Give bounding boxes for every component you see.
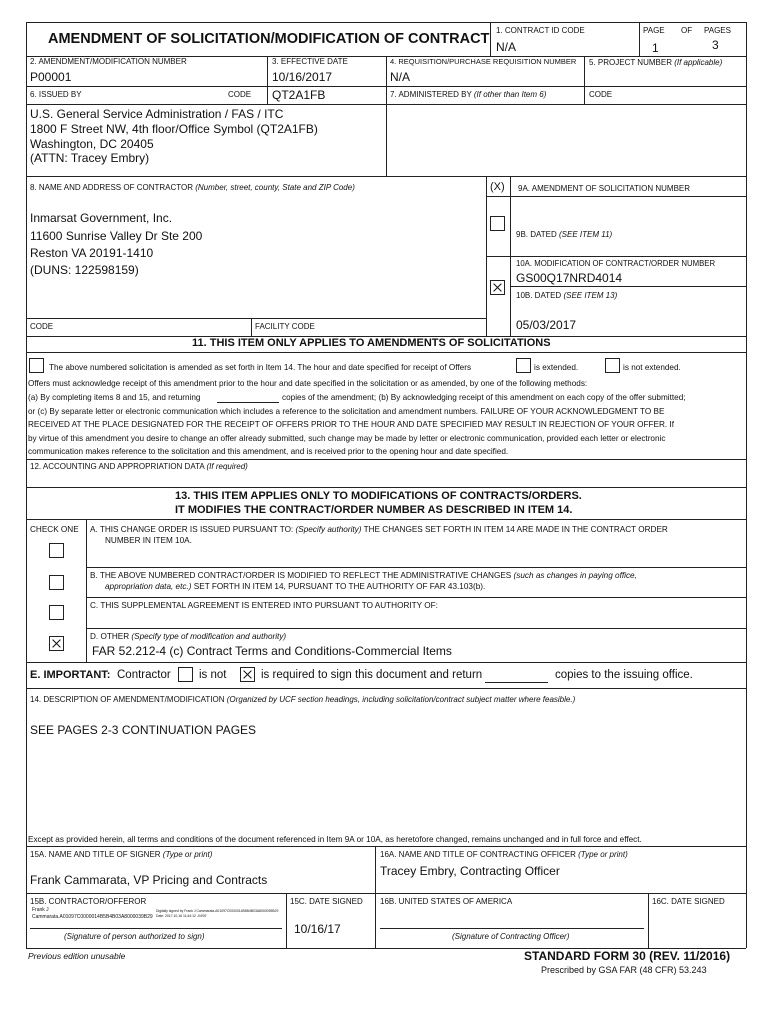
item13-c-text: C. THIS SUPPLEMENTAL AGREEMENT IS ENTERED INTO PURSUANT TO AUTHORITY OF:: [90, 601, 438, 610]
check-one-label: CHECK ONE: [30, 525, 79, 534]
issuer-line-1: U.S. General Service Administration / FAS / ITC: [30, 107, 284, 121]
issuer-line-4: (ATTN: Tracey Embry): [30, 151, 150, 165]
item11-para-4: RECEIVED AT THE PLACE DESIGNATED FOR THE RECEIPT OF OFFERS PRIOR TO THE HOUR AND DATE SPECIFIED MAY RESULT IN REJECTION OF YOUR OFFER. If: [28, 420, 675, 429]
dated-10b-label: 10B. DATED (SEE ITEM 13): [516, 291, 618, 300]
mod-10a-value: GS00Q17NRD4014: [516, 271, 623, 285]
checkbox-10[interactable]: [490, 280, 505, 295]
contractor-15b-label: 15B. CONTRACTOR/OFFEROR: [30, 897, 147, 906]
item11-para-5: by virtue of this amendment you desire to change an offer already submitted, such change may be made by letter or electronic communication, provided each letter or electronic: [28, 434, 666, 443]
checkbox-13d[interactable]: [49, 636, 64, 651]
accounting-label: 12. ACCOUNTING AND APPROPRIATION DATA (If required): [30, 462, 248, 471]
contractor-line-2: 11600 Sunrise Valley Dr Ste 200: [30, 229, 203, 243]
issuer-line-3: Washington, DC 20405: [30, 137, 154, 151]
pages-value: 3: [712, 38, 719, 52]
form-title: AMENDMENT OF SOLICITATION/MODIFICATION OF CONTRACT: [48, 31, 490, 47]
prescribed-by: Prescribed by GSA FAR (48 CFR) 53.243: [541, 965, 707, 975]
item13-d-value: FAR 52.212-4 (c) Contract Terms and Conditions-Commercial Items: [92, 644, 452, 658]
checkbox-13a[interactable]: [49, 543, 64, 558]
contract-id-value: N/A: [496, 40, 517, 54]
contractor-line-3: Reston VA 20191-1410: [30, 246, 154, 260]
date-16c-label: 16C. DATE SIGNED: [652, 897, 725, 906]
item13-d-text: D. OTHER (Specify type of modification and authority): [90, 632, 287, 641]
effective-date-label: 3. EFFECTIVE DATE: [272, 57, 348, 66]
item13-b-text: B. THE ABOVE NUMBERED CONTRACT/ORDER IS MODIFIED TO REFLECT THE ADMINISTRATIVE CHANGES (such as changes in paying office,: [90, 571, 637, 580]
contractor-line-1: Inmarsat Government, Inc.: [30, 211, 173, 225]
important-label: E. IMPORTANT:: [30, 669, 111, 681]
item14-label: 14. DESCRIPTION OF AMENDMENT/MODIFICATION (Organized by UCF section headings, including solicitation/contract subject matter where feasible.): [30, 695, 576, 704]
facility-code-label: FACILITY CODE: [255, 322, 315, 331]
checkbox-is-required[interactable]: [240, 667, 255, 682]
amend-number-value: P00001: [30, 70, 72, 84]
item11-para-3: or (c) By separate letter or electronic communication which includes a reference to the solicitation and amendment numbers. FAILURE OF YOUR ACKNOWLEDGMENT TO BE: [28, 407, 665, 416]
checkbox-not-extended[interactable]: [605, 358, 620, 373]
sig-person-caption: (Signature of person authorized to sign): [64, 932, 205, 941]
contractor-code-label: CODE: [30, 322, 54, 331]
checkbox-9[interactable]: [490, 216, 505, 231]
signer-15a-label: 15A. NAME AND TITLE OF SIGNER (Type or print): [30, 850, 213, 859]
sig-officer-caption: (Signature of Contracting Officer): [452, 932, 570, 941]
officer-16a-value: Tracey Embry, Contracting Officer: [380, 864, 560, 878]
item11-line1: The above numbered solicitation is amended as set forth in Item 14. The hour and date specified for receipt of Offers: [49, 363, 472, 372]
important-is-required: is required to sign this document and return: [261, 669, 483, 681]
checkbox-extended[interactable]: [516, 358, 531, 373]
previous-edition: Previous edition unusable: [28, 951, 126, 961]
extended-label: is extended.: [534, 363, 579, 372]
important-copies: copies to the issuing office.: [555, 669, 693, 681]
not-extended-label: is not extended.: [623, 363, 681, 372]
officer-16a-label: 16A. NAME AND TITLE OF CONTRACTING OFFICER (Type or print): [380, 850, 628, 859]
item11-title: 11. THIS ITEM ONLY APPLIES TO AMENDMENTS OF SOLICITATIONS: [192, 337, 551, 349]
item11-para-1: (a) By completing items 8 and 15, and returning: [28, 393, 201, 402]
issued-by-label: 6. ISSUED BY: [30, 90, 82, 99]
administered-by-label: 7. ADMINISTERED BY (If other than Item 6): [390, 90, 547, 99]
important-is-not: is not: [199, 669, 227, 681]
date-15c-label: 15C. DATE SIGNED: [290, 897, 363, 906]
dated-9b-label: 9B. DATED (SEE ITEM 11): [516, 230, 613, 239]
admin-code-label: CODE: [589, 90, 613, 99]
important-contractor: Contractor: [117, 669, 171, 681]
dated-10b-value: 05/03/2017: [516, 318, 577, 332]
checkbox-is-not[interactable]: [178, 667, 193, 682]
contract-id-label: 1. CONTRACT ID CODE: [496, 26, 585, 35]
x-mark-header: (X): [490, 181, 505, 193]
issued-code-value: QT2A1FB: [272, 88, 326, 102]
item11-para-2: copies of the amendment; (b) By acknowledging receipt of this amendment on each copy of the offer submitted;: [282, 393, 686, 402]
date-15c-value: 10/16/17: [294, 922, 341, 936]
pages-label: PAGES: [704, 26, 731, 35]
form-number: STANDARD FORM 30 (REV. 11/2016): [524, 949, 731, 963]
item13-a-text: A. THIS CHANGE ORDER IS ISSUED PURSUANT TO: (Specify authority) THE CHANGES SET FORTH IN ITEM 14 ARE MADE IN THE CONTRACT ORDER: [90, 525, 668, 534]
contractor-label: 8. NAME AND ADDRESS OF CONTRACTOR (Number, street, county, State and ZIP Code): [30, 183, 355, 192]
requisition-label: 4. REQUISITION/PURCHASE REQUISITION NUMBER: [390, 57, 577, 66]
digital-signature: Frank J Cammarata.A01097C0000014B5B4B03A8000039B29 Digitally signed by Frank J Cammarata.A01097C0000014B5B4B03A8000039B29 Date: 2017.10.16 11:44:12 -04'00': [32, 907, 279, 920]
signer-15a-value: Frank Cammarata, VP Pricing and Contracts: [30, 873, 268, 887]
item11-para-0: Offers must acknowledge receipt of this amendment prior to the hour and date specified in the solicitation or as amended, by one of the following methods:: [28, 379, 588, 388]
usa-16b-label: 16B. UNITED STATES OF AMERICA: [380, 897, 513, 906]
item14-body: SEE PAGES 2-3 CONTINUATION PAGES: [30, 723, 257, 737]
checkbox-item11-solicitation[interactable]: [29, 358, 44, 373]
contractor-line-4: (DUNS: 122598159): [30, 263, 139, 277]
item13-title-2: IT MODIFIES THE CONTRACT/ORDER NUMBER AS DESCRIBED IN ITEM 14.: [175, 504, 573, 516]
page-label: PAGE: [643, 26, 665, 35]
except-text: Except as provided herein, all terms and conditions of the document referenced in Item 9A or 10A, as heretofore changed, remains unchanged and in full force and effect.: [28, 835, 642, 844]
effective-date-value: 10/16/2017: [272, 70, 333, 84]
checkbox-13b[interactable]: [49, 575, 64, 590]
item13-a-text3: NUMBER IN ITEM 10A.: [105, 536, 192, 545]
item13-b-text2: appropriation data, etc.) SET FORTH IN ITEM 14, PURSUANT TO THE AUTHORITY OF FAR 43.103(b).: [105, 582, 486, 591]
page-value: 1: [652, 41, 659, 55]
mod-10a-label: 10A. MODIFICATION OF CONTRACT/ORDER NUMBER: [516, 259, 716, 268]
issuer-line-2: 1800 F Street NW, 4th floor/Office Symbol (QT2A1FB): [30, 122, 318, 136]
checkbox-13c[interactable]: [49, 605, 64, 620]
amend-number-label: 2. AMENDMENT/MODIFICATION NUMBER: [30, 57, 187, 66]
item11-para-6: communication makes reference to the solicitation and this amendment, and is received prior to the opening hour and date specified.: [28, 447, 509, 456]
project-number-label: 5. PROJECT NUMBER (If applicable): [589, 58, 723, 67]
of-label: OF: [681, 26, 693, 35]
item13-title-1: 13. THIS ITEM APPLIES ONLY TO MODIFICATIONS OF CONTRACTS/ORDERS.: [175, 490, 582, 502]
requisition-value: N/A: [390, 70, 411, 84]
issued-code-label: CODE: [228, 90, 252, 99]
amend-solicitation-label: 9A. AMENDMENT OF SOLICITATION NUMBER: [518, 184, 691, 193]
